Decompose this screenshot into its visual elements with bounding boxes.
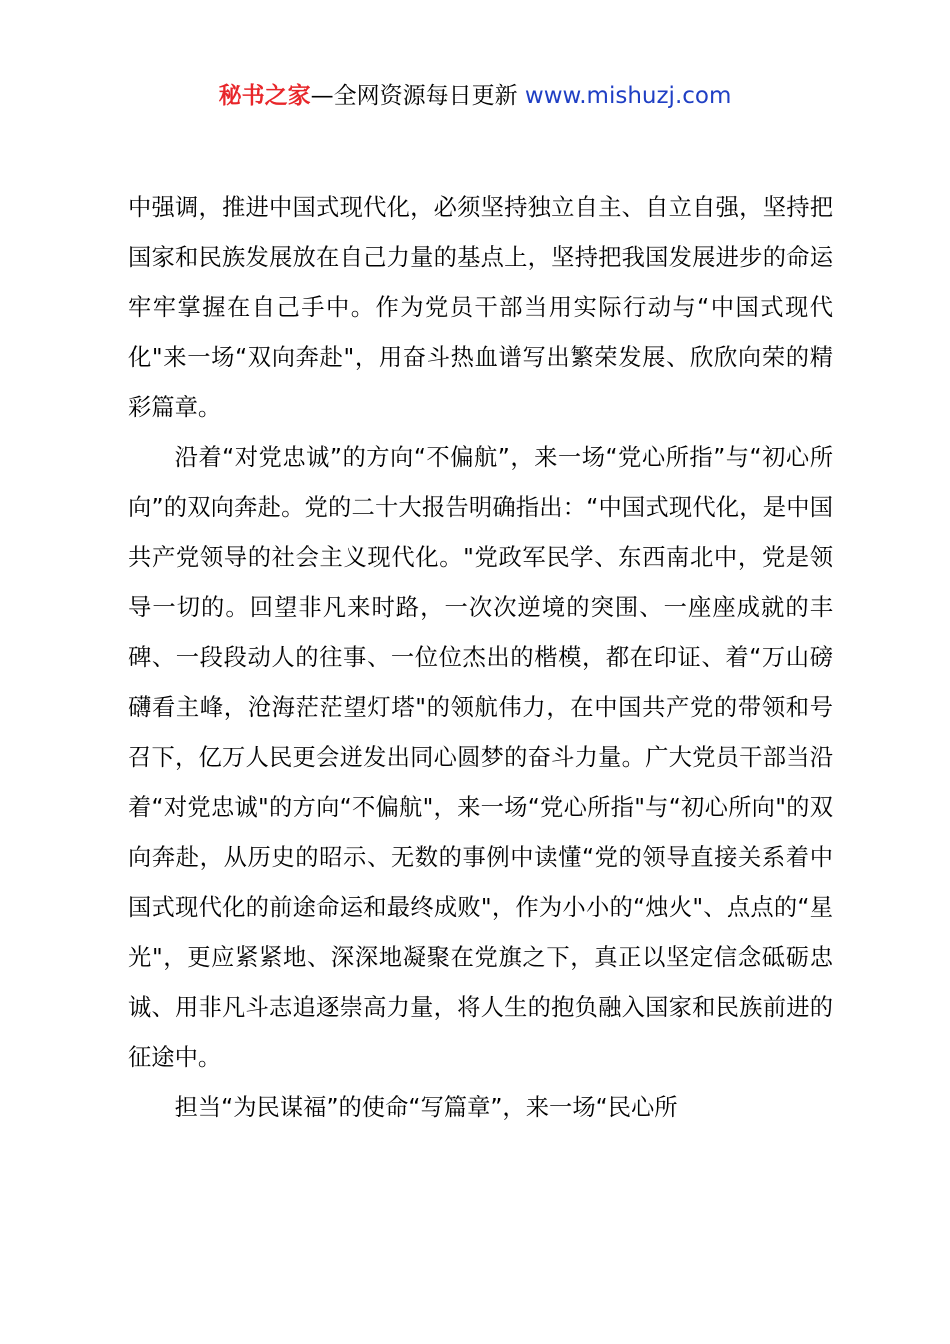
- page-header: [0, 80, 950, 112]
- paragraph-1: 中强调，推进中国式现代化，必须坚持独立自主、自立自强，坚持把国家和民族发展放在自己力量的基点上，坚持把我国发展进步的命运牢牢掌握在自己手中。作为党员干部当用实际行动与“中国式现代化"来一场“双向奔赴"，用奋斗热血谱写出繁荣发展、欣欣向荣的精彩篇章。: [128, 194, 833, 421]
- paragraph-2: 沿着“对党忠诚”的方向“不偏航”，来一场“党心所指”与“初心所向”的双向奔赴。党的二十大报告明确指出：“中国式现代化，是中国共产党领导的社会主义现代化。"党政军民学、东西南北中，党是领导一切的。回望非凡来时路，一次次逆境的突围、一座座成就的丰碑、一段段动人的往事、一位位杰出的楷模，都在印证、着“万山磅礴看主峰，沧海茫茫望灯塔"的领航伟力，在中国共产党的带领和号召下，亿万人民更会迸发出同心圆梦的奋斗力量。广大党员干部当沿着“对党忠诚"的方向“不偏航"，来一场“党心所指"与“初心所向"的双向奔赴，从历史的昭示、无数的事例中读懂“党的领导直接关系着中国式现代化的前途命运和最终成败"，作为小小的“烛火"、点点的“星光"，更应紧紧地、深深地凝聚在党旗之下，真正以坚定信念砥砺忠诚、用非凡斗志追逐崇高力量，将人生的抱负融入国家和民族前进的征途中。: [128, 444, 833, 1071]
- header-tagline: —全网资源每日更新: [310, 83, 518, 109]
- document-body: [128, 183, 833, 1133]
- brand-name: 秘书之家: [218, 83, 311, 109]
- site-url-link[interactable]: www.mishuzj.com: [524, 83, 732, 109]
- paragraph-3: 担当“为民谋福”的使命“写篇章”，来一场“民心所: [174, 1094, 678, 1121]
